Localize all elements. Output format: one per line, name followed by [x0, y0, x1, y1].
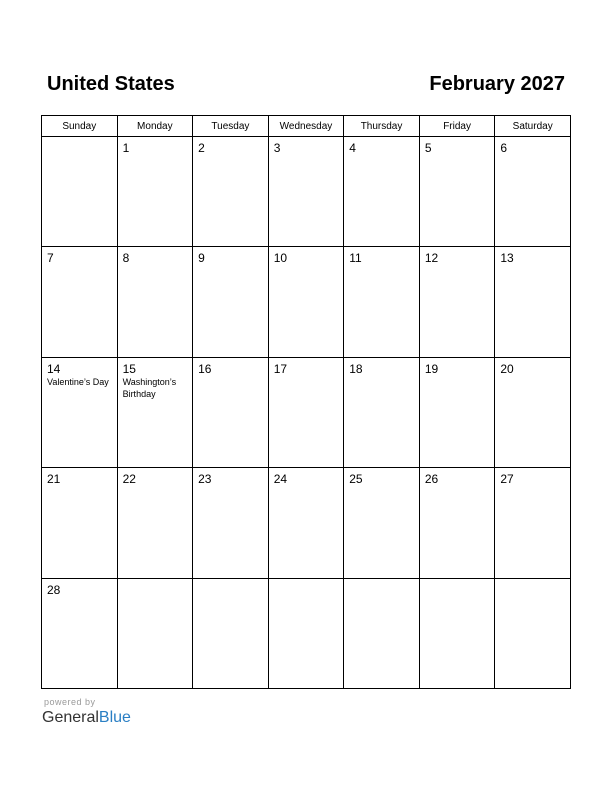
day-cell — [117, 247, 193, 357]
day-number: 1 — [122, 141, 130, 155]
day-number: 26 — [424, 472, 439, 487]
day-number: 8 — [122, 251, 130, 266]
week-row — [42, 357, 571, 467]
day-cell — [495, 578, 571, 688]
day-cell — [344, 137, 420, 247]
day-number: 19 — [424, 361, 439, 376]
weekday-monday: Monday — [117, 116, 193, 137]
day-cell — [495, 468, 571, 578]
calendar-grid — [41, 115, 571, 689]
day-cell — [117, 357, 193, 467]
day-cell — [42, 468, 118, 578]
day-number: 6 — [500, 141, 508, 155]
weekday-saturday: Saturday — [495, 116, 571, 137]
day-number: 18 — [349, 361, 363, 376]
day-cell — [42, 357, 118, 467]
day-cell — [193, 247, 269, 357]
day-number: 27 — [500, 472, 514, 487]
day-cell — [419, 578, 495, 688]
day-number: 3 — [273, 141, 281, 155]
weekday-friday: Friday — [419, 116, 495, 137]
day-number: 25 — [349, 472, 363, 487]
holiday-label: Valentine’s Day — [47, 376, 109, 387]
month-year-title: February 2027 — [429, 73, 565, 95]
weekday-header-row — [42, 116, 571, 137]
holiday-label: Washington’s Birthday — [122, 376, 177, 399]
day-cell — [344, 468, 420, 578]
week-row — [42, 247, 571, 357]
day-cell — [495, 247, 571, 357]
weekday-thursday: Thursday — [344, 116, 420, 137]
footer-branding — [42, 697, 131, 728]
day-cell — [193, 468, 269, 578]
day-cell — [344, 578, 420, 688]
day-cell — [42, 247, 118, 357]
day-cell — [419, 137, 495, 247]
weekday-wednesday: Wednesday — [268, 116, 344, 137]
generalblue-logo[interactable] — [42, 708, 131, 728]
day-cell — [268, 578, 344, 688]
day-number: 7 — [47, 251, 54, 266]
day-cell — [42, 137, 118, 247]
day-number: 10 — [273, 251, 288, 266]
brand-blue-text: Blue — [98, 709, 131, 726]
day-number: 23 — [198, 472, 212, 487]
calendar-header — [47, 71, 565, 99]
day-number: 4 — [349, 141, 356, 155]
week-row — [42, 578, 571, 688]
week-row — [42, 468, 571, 578]
day-cell — [42, 578, 118, 688]
day-number: 22 — [122, 472, 136, 487]
day-number: 5 — [424, 141, 432, 155]
day-cell — [419, 468, 495, 578]
day-cell — [193, 357, 269, 467]
day-number: 28 — [47, 582, 61, 597]
day-number: 15 — [122, 361, 136, 376]
calendar-body — [42, 137, 571, 689]
weekday-tuesday: Tuesday — [193, 116, 269, 137]
day-cell — [268, 468, 344, 578]
day-cell — [117, 578, 193, 688]
day-number: 21 — [47, 472, 61, 487]
day-cell — [419, 357, 495, 467]
day-number: 20 — [500, 361, 514, 376]
day-cell — [344, 357, 420, 467]
day-cell — [495, 357, 571, 467]
day-cell — [344, 247, 420, 357]
day-cell — [193, 578, 269, 688]
day-cell — [117, 468, 193, 578]
week-row — [42, 137, 571, 247]
day-number: 11 — [349, 251, 362, 266]
weekday-sunday: Sunday — [42, 116, 118, 137]
day-cell — [268, 357, 344, 467]
day-number: 9 — [198, 251, 205, 266]
powered-by-text: powered by — [44, 697, 96, 707]
day-number: 16 — [198, 361, 212, 376]
brand-general-text: General — [42, 709, 99, 726]
day-number: 13 — [500, 251, 514, 266]
day-cell — [268, 137, 344, 247]
day-number: 24 — [273, 472, 288, 487]
day-number: 14 — [47, 361, 61, 376]
day-cell — [117, 137, 193, 247]
country-title: United States — [47, 73, 175, 95]
day-cell — [268, 247, 344, 357]
day-cell — [495, 137, 571, 247]
day-number: 12 — [424, 251, 439, 266]
day-number: 2 — [198, 141, 205, 155]
day-cell — [419, 247, 495, 357]
day-cell — [193, 137, 269, 247]
day-number: 17 — [273, 361, 288, 376]
